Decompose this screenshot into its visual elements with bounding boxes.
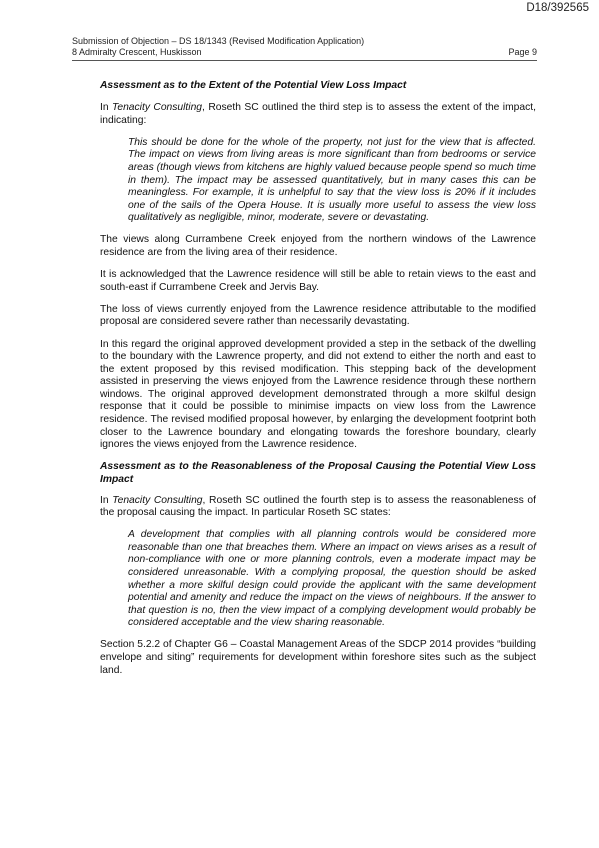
text-run: In	[100, 102, 112, 114]
case-name: Tenacity Consulting	[112, 494, 203, 506]
block-quote-reasonableness: A development that complies with all planning controls would be considered more reasonable than one that breaches them. Where an impact on views arises as a result of non-compliance with one or more planning controls, even a moderate impact may be considered unreasonable. With a complying proposal, the question should be asked whether a more skilful design could provide the applicant with the same development potential and amenity and reduce the impact on the views of neighbours. If the answer to that question is no, then the view impact of a complying development would probably be considered acceptable and the view sharing reasonable.	[128, 529, 536, 629]
paragraph-living-area: The views along Currambene Creek enjoyed from the northern windows of the Lawrence residence are from the living area of their residence.	[100, 234, 536, 259]
section-heading-extent: Assessment as to the Extent of the Potential View Loss Impact	[100, 80, 407, 91]
case-name: Tenacity Consulting	[112, 102, 203, 114]
section-heading-reasonableness: Assessment as to the Reasonableness of the Proposal Causing the Potential View Loss Impact	[100, 461, 536, 485]
header-row	[72, 47, 537, 58]
header-divider	[72, 60, 537, 61]
text-run: In	[100, 494, 113, 506]
page-header	[72, 36, 537, 58]
page-body	[100, 80, 536, 687]
block-quote-extent: This should be done for the whole of the property, not just for the view that is affected. The impact on views from living areas is more significant than from bedrooms or service areas (though views from kitchens are highly valued because people spend so much time in them). The impact may be assessed quantitatively, but in many cases this can be meaningless. For example, it is unhelpful to say that the view loss is 20% if it includes one of the sails of the Opera House. It is usually more useful to assess the view loss qualitatively as negligible, minor, moderate, severe or devastating.	[128, 136, 536, 224]
paragraph-original-development: In this regard the original approved development provided a step in the setback of the dwelling to the boundary with the Lawrence property, and did not extend to either the north and east to the extent proposed by this revised modification. This stepping back of the development assisted in preserving the views enjoyed from the Lawrence residence through these northern windows. The original approved development demonstrated through a more skilful design response that it could be possible to minimise impacts on view loss from the Lawrence residence. The revised modified proposal however, by enlarging the development footprint both closer to the Lawrence boundary and elongating towards the foreshore boundary, clearly ignores the views enjoyed from the Lawrence residence.	[100, 338, 536, 451]
paragraph-sdcp: Section 5.2.2 of Chapter G6 – Coastal Management Areas of the SDCP 2014 provides “building envelope and siting” requirements for development within foreshore sites such as the subject land.	[100, 639, 536, 676]
text-run: , Roseth SC outlined the fourth step is to assess the reasonableness of the proposal causing the impact. In particular Roseth SC states:	[100, 494, 536, 519]
document-reference: D18/392565	[526, 2, 589, 14]
page-number: Page 9	[508, 47, 537, 57]
paragraph-step-three	[100, 102, 536, 127]
paragraph-retained-views: It is acknowledged that the Lawrence residence will still be able to retain views to the east and south-east if Currambene Creek and Jervis Bay.	[100, 269, 536, 293]
paragraph-severity: The loss of views currently enjoyed from the Lawrence residence attributable to the modified proposal are considered severe rather than necessarily devastating.	[100, 303, 536, 328]
paragraph-step-four	[100, 495, 536, 520]
header-title: Submission of Objection – DS 18/1343 (Revised Modification Application)	[72, 36, 365, 46]
text-run: , Roseth SC outlined the third step is to assess the extent of the impact, indicating:	[100, 102, 537, 126]
header-address: 8 Admiralty Crescent, Huskisson	[72, 47, 202, 57]
